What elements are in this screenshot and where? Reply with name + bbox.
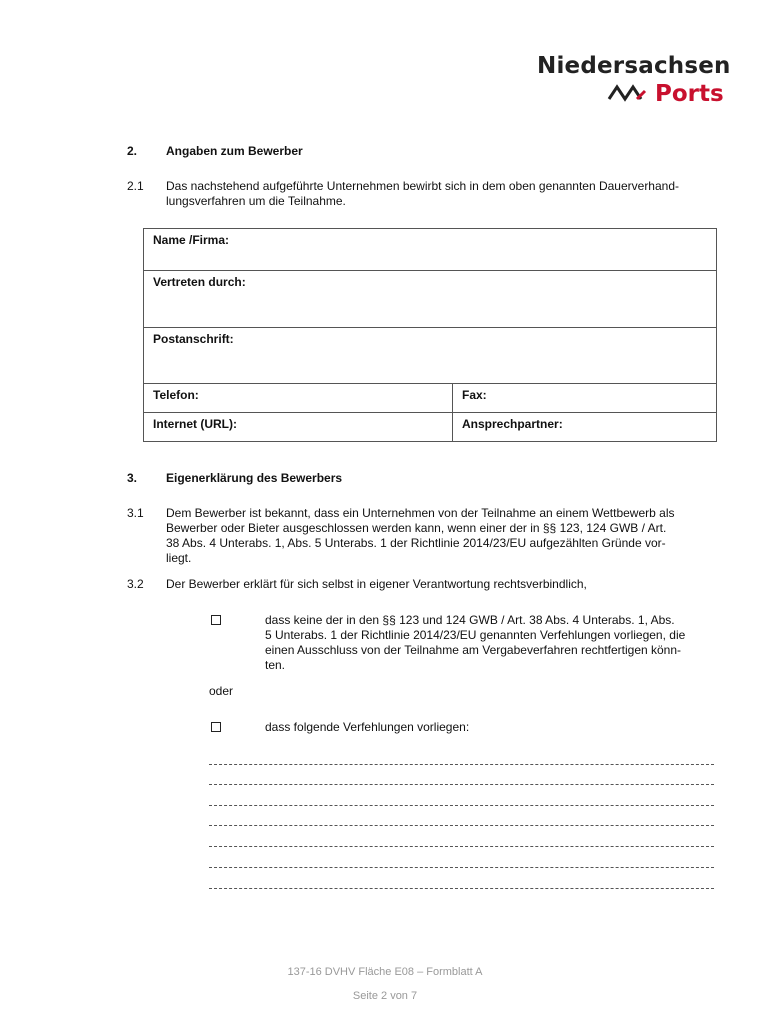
- section-3-1-number: 3.1: [127, 506, 144, 520]
- section-3-1-text: [166, 506, 726, 566]
- fill-in-line[interactable]: [209, 764, 714, 765]
- section-3-2-number: 3.2: [127, 577, 144, 591]
- fill-in-line[interactable]: [209, 846, 714, 847]
- fill-in-line[interactable]: [209, 867, 714, 868]
- phone-label: Telefon:: [153, 388, 199, 402]
- section-2-1-number: 2.1: [127, 179, 144, 193]
- option-2-checkbox[interactable]: [211, 721, 221, 735]
- fill-in-line[interactable]: [209, 825, 714, 826]
- represented-label: Vertreten durch:: [153, 275, 246, 289]
- option-2-text: dass folgende Verfehlungen vorliegen:: [265, 720, 470, 734]
- internet-label: Internet (URL):: [153, 417, 237, 431]
- option-1-line: 5 Unterabs. 1 der Richtlinie 2014/23/EU genannten Verfehlungen vorliegen, die: [265, 628, 686, 642]
- section-3-1-line: Dem Bewerber ist bekannt, dass ein Unternehmen von der Teilnahme an einem Wettbewerb als: [166, 506, 675, 520]
- option-1-text: [265, 613, 725, 673]
- footer-page-number: Seite 2 von 7: [352, 990, 418, 1002]
- fill-in-line[interactable]: [209, 784, 714, 785]
- name-label: Name /Firma:: [153, 233, 230, 247]
- section-3-2-text: Der Bewerber erklärt für sich selbst in eigener Verantwortung rechtsverbindlich,: [166, 577, 587, 591]
- fill-in-line[interactable]: [209, 805, 714, 806]
- section-2-1-text: [166, 179, 726, 209]
- section-2-title: Angaben zum Bewerber: [166, 144, 303, 158]
- applicant-form-table: [143, 228, 717, 442]
- option-1-line: einen Ausschluss von der Teilnahme am Vergabeverfahren rechtfertigen könn-: [265, 643, 682, 657]
- logo-text-ports: Ports: [655, 81, 724, 107]
- contact-field[interactable]: [453, 413, 717, 442]
- fax-field[interactable]: [453, 384, 717, 413]
- option-1-checkbox[interactable]: [211, 614, 221, 628]
- or-text: oder: [209, 684, 234, 698]
- section-2-number: 2.: [127, 144, 138, 158]
- section-2-1-line: lungsverfahren um die Teilnahme.: [166, 194, 346, 208]
- address-label: Postanschrift:: [153, 332, 234, 346]
- ports-wave-icon: [607, 81, 647, 105]
- contact-label: Ansprechpartner:: [462, 417, 563, 431]
- logo-text-niedersachsen: Niedersachsen: [537, 53, 731, 79]
- section-2-1-line: Das nachstehend aufgeführte Unternehmen bewirbt sich in dem oben genannten Dauerverhand-: [166, 179, 679, 193]
- section-3-1-line: 38 Abs. 4 Unterabs. 1, Abs. 5 Unterabs. 1 der Richtlinie 2014/23/EU aufgezählten Gründe vor-: [166, 536, 666, 550]
- footer-document-reference: 137-16 DVHV Fläche E08 – Formblatt A: [287, 966, 483, 978]
- address-field[interactable]: [144, 328, 717, 384]
- option-1-line: dass keine der in den §§ 123 und 124 GWB / Art. 38 Abs. 4 Unterabs. 1, Abs.: [265, 613, 675, 627]
- fax-label: Fax:: [462, 388, 487, 402]
- section-3-title: Eigenerklärung des Bewerbers: [166, 471, 343, 485]
- represented-field[interactable]: [144, 271, 717, 328]
- fill-in-line[interactable]: [209, 888, 714, 889]
- section-3-1-line: Bewerber oder Bieter ausgeschlossen werden kann, wenn einer der in §§ 123, 124 GWB / Art.: [166, 521, 667, 535]
- phone-field[interactable]: [144, 384, 453, 413]
- name-field[interactable]: [144, 229, 717, 271]
- section-3-number: 3.: [127, 471, 138, 485]
- option-1-line: ten.: [265, 658, 286, 672]
- section-3-1-line: liegt.: [166, 551, 192, 565]
- internet-field[interactable]: [144, 413, 453, 442]
